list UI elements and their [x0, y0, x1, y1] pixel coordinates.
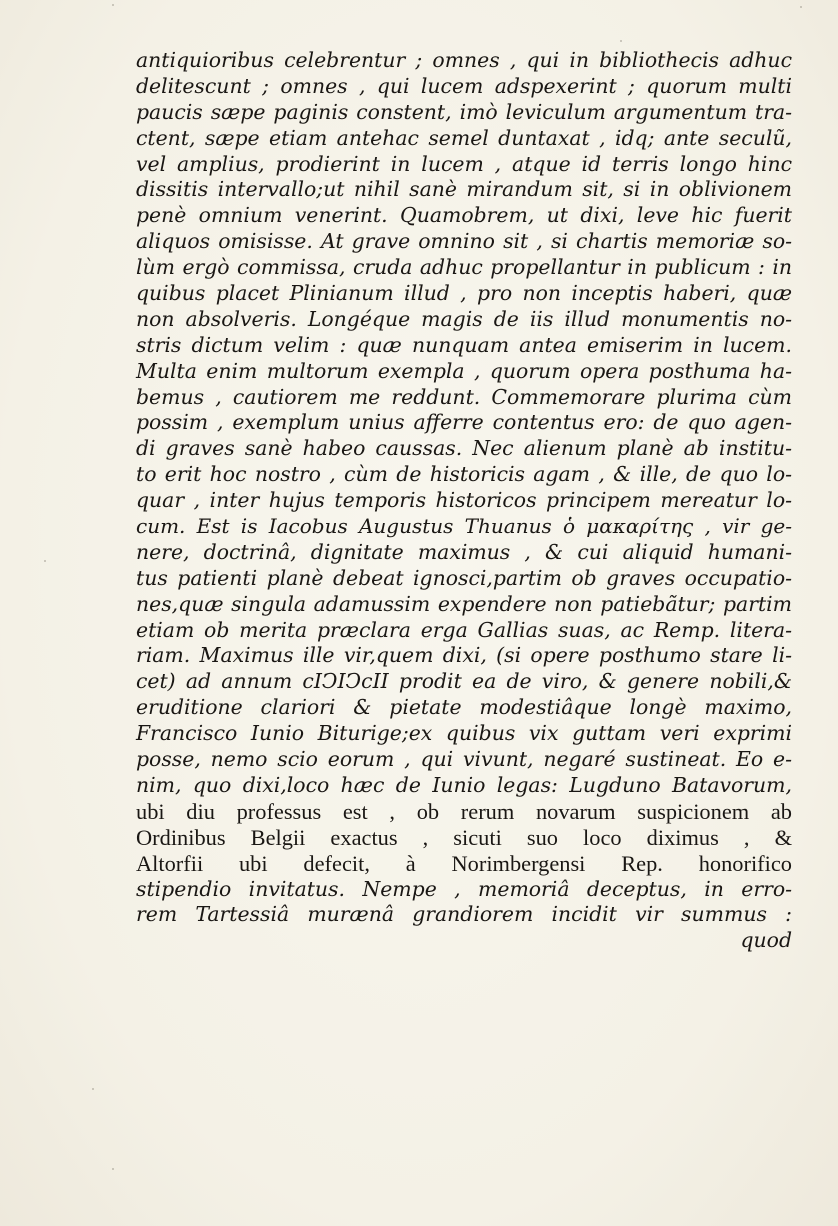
text-line: eruditione clariori & pietate modestiâque longè maximo,	[136, 695, 792, 720]
text-line: di graves sanè habeo caussas. Nec alienum planè ab institu-	[136, 436, 792, 461]
text-line: bemus , cautiorem me reddunt. Commemorare plurima cùm	[136, 384, 792, 409]
text-line: stipendio invitatus. Nempe , memoriâ deceptus, in erro-	[136, 876, 792, 901]
text-line: penè omnium venerint. Quamobrem, ut dixi, leve hic fuerit	[136, 203, 792, 228]
text-line: aliquos omisisse. At grave omnino sit , si chartis memoriæ so-	[136, 229, 792, 254]
paper-speck	[112, 4, 114, 6]
text-line: vel amplius, prodierint in lucem , atque id terris longo hinc	[136, 151, 792, 176]
text-line: possim , exemplum unius afferre contentus ero: de quo agen-	[136, 410, 792, 435]
text-line: dissitis intervallo;ut nihil sanè mirandum sit, si in oblivionem	[136, 177, 792, 202]
paper-speck	[800, 6, 802, 8]
paper-speck	[44, 560, 46, 562]
text-line: Altorfii ubi defecit, à Norimbergensi Rep. honorifico	[136, 850, 792, 876]
paper-speck	[620, 40, 622, 42]
text-line: quar , inter hujus temporis historicos principem mereatur lo-	[136, 488, 792, 513]
text-line: rem Tartessiâ murænâ grandiorem incidit vir summus :	[136, 902, 792, 927]
text-line: delitescunt ; omnes , qui lucem adspexerint ; quorum multi	[136, 73, 792, 98]
text-line: riam. Maximus ille vir,quem dixi, (si opere posthumo stare li-	[136, 643, 792, 668]
page-text	[136, 48, 792, 954]
paper-speck	[92, 1088, 94, 1090]
text-line: lùm ergò commissa, cruda adhuc propellantur in publicum : in	[136, 255, 792, 280]
text-line: nim, quo dixi,loco hæc de Iunio legas: Lugduno Batavorum,	[136, 772, 792, 797]
text-line: nere, doctrinâ, dignitate maximus , & cui aliquid humani-	[136, 539, 792, 564]
text-line: ctent, sæpe etiam antehac semel duntaxat , idq; ante seculũ,	[136, 125, 792, 150]
text-line: to erit hoc nostro , cùm de historicis agam , & ille, de quo lo-	[136, 462, 792, 487]
text-line: Ordinibus Belgii exactus , sicuti suo loco diximus , &	[136, 824, 792, 850]
text-line: quibus placet Plinianum illud , pro non inceptis haberi, quæ	[136, 281, 792, 306]
text-line: antiquioribus celebrentur ; omnes , qui in bibliothecis adhuc	[136, 48, 792, 72]
text-line: stris dictum velim : quæ nunquam antea emiserim in lucem.	[136, 332, 792, 357]
text-line: ubi diu professus est , ob rerum novarum suspicionem ab	[136, 798, 792, 824]
text-line: paucis sæpe paginis constent, imò leviculum argumentum tra-	[136, 99, 792, 124]
text-line: etiam ob merita præclara erga Gallias suas, ac Remp. litera-	[136, 617, 792, 642]
text-line: Multa enim multorum exempla , quorum opera posthuma ha-	[136, 358, 792, 383]
text-line: non absolveris. Longéque magis de iis illud monumentis no-	[136, 306, 792, 331]
paper-speck	[112, 1168, 114, 1170]
text-line: posse, nemo scio eorum , qui vivunt, negaré sustineat. Eo e-	[136, 747, 792, 772]
text-line: cet) ad annum cIↃIↃcII prodit ea de viro, & genere nobili,&	[136, 669, 792, 694]
text-line: cum. Est is Iacobus Augustus Thuanus ὁ μακαρίτης , vir ge-	[136, 514, 792, 539]
text-line: tus patienti planè debeat ignosci,partim ob graves occupatio-	[136, 565, 792, 590]
text-line: nes,quæ singula adamussim expendere non patiebãtur; partim	[136, 591, 792, 616]
text-line: Francisco Iunio Biturige;ex quibus vix guttam veri exprimi	[136, 721, 792, 746]
catchword: quod	[740, 928, 792, 953]
